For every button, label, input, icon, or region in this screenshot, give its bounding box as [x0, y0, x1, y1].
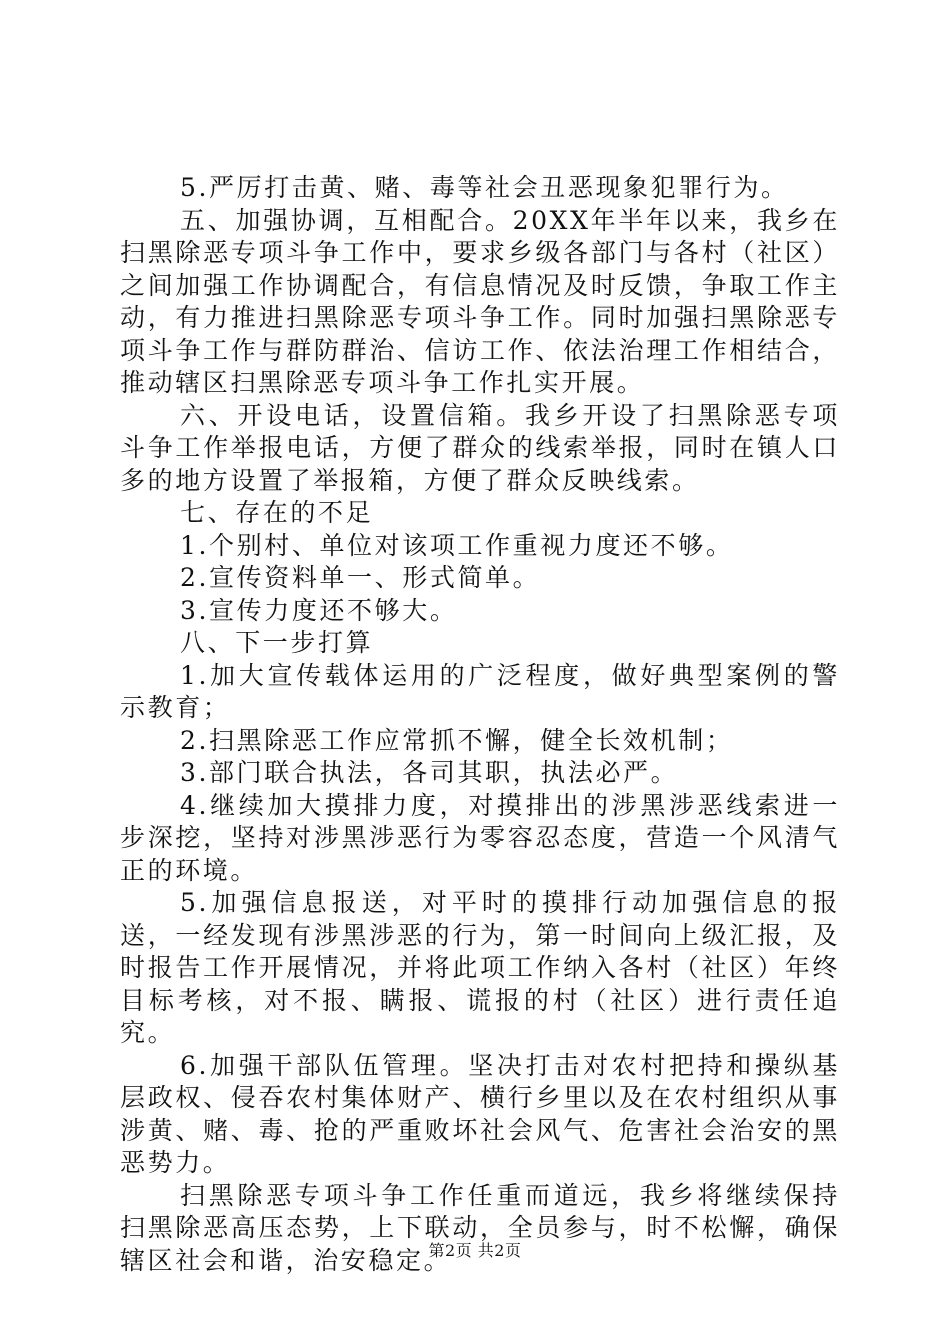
paragraph-section-6-hotline: 六、开设电话，设置信箱。我乡开设了扫黑除恶专项斗争工作举报电话，方便了群众的线索举报，同时在镇人口多的地方设置了举报箱，方便了群众反映线索。 [120, 400, 840, 495]
page-number-footer: 第2页 共2页 [428, 1241, 522, 1260]
paragraph-plan-6: 6.加强干部队伍管理。坚决打击对农村把持和操纵基层政权、侵吞农村集体财产、横行乡里以及在农村组织从事涉黄、赌、毒、抢的严重败坏社会风气、危害社会治安的黑恶势力。 [120, 1050, 840, 1177]
paragraph-shortcoming-1: 1.个别村、单位对该项工作重视力度还不够。 [180, 530, 734, 560]
paragraph-section-5-coordination: 五、加强协调，互相配合。20XX年半年以来，我乡在扫黑除恶专项斗争工作中，要求乡级各部门与各村（社区）之间加强工作协调配合，有信息情况及时反馈，争取工作主动，有力推进扫黑除恶专项斗争工作。同时加强扫黑除恶专项斗争工作与群防群治、信访工作、依法治理工作相结合，推动辖区扫黑除恶专项斗争工作扎实开展。 [120, 205, 840, 397]
paragraph-item-5-crackdown: 5.严厉打击黄、赌、毒等社会丑恶现象犯罪行为。 [180, 173, 789, 202]
paragraph-plan-3: 3.部门联合执法，各司其职，执法必严。 [180, 758, 679, 787]
heading-section-8-next-steps: 八、下一步打算 [180, 628, 374, 657]
heading-section-7-shortcomings: 七、存在的不足 [180, 498, 374, 527]
paragraph-conclusion: 扫黑除恶专项斗争工作任重而道远，我乡将继续保持扫黑除恶高压态势，上下联动，全员参与，时不松懈，确保辖区社会和谐，治安稳定。 [120, 1180, 840, 1275]
paragraph-plan-1: 1.加大宣传载体运用的广泛程度，做好典型案例的警示教育； [120, 660, 840, 722]
paragraph-shortcoming-2: 2.宣传资料单一、形式简单。 [180, 563, 541, 592]
paragraph-plan-2: 2.扫黑除恶工作应常抓不懈，健全长效机制； [180, 725, 734, 755]
paragraph-plan-4: 4.继续加大摸排力度，对摸排出的涉黑涉恶线索进一步深挖，坚持对涉黑涉恶行为零容忍态度，营造一个风清气正的环境。 [120, 790, 840, 885]
document-body [120, 172, 840, 1277]
paragraph-plan-5: 5.加强信息报送，对平时的摸排行动加强信息的报送，一经发现有涉黑涉恶的行为，第一时间向上级汇报，及时报告工作开展情况，并将此项工作纳入各村（社区）年终目标考核，对不报、瞒报、谎报的村（社区）进行责任追究。 [120, 888, 840, 1047]
paragraph-shortcoming-3: 3.宣传力度还不够大。 [180, 595, 458, 625]
